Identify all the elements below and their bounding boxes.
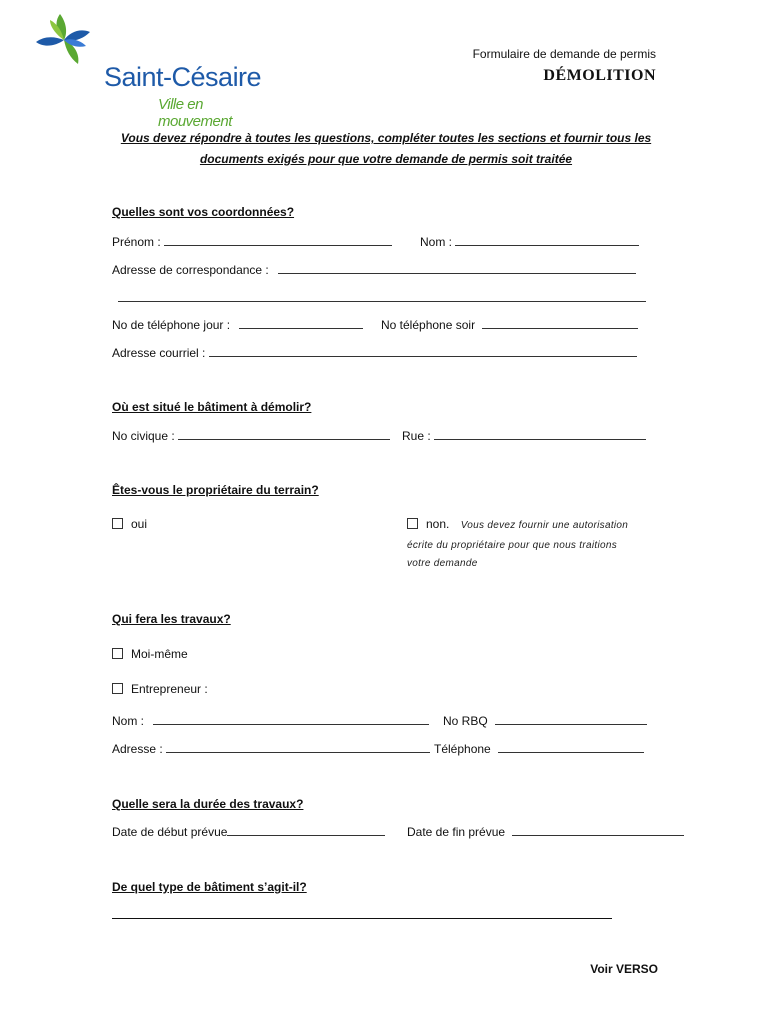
moi-meme-label: Moi-même (131, 647, 188, 661)
rue-row (402, 428, 646, 443)
pinwheel-logo-icon (30, 10, 100, 70)
entrepreneur-telephone-row (434, 741, 644, 756)
civique-field[interactable] (178, 428, 390, 440)
date-debut-row (112, 824, 385, 839)
prenom-label: Prénom : (112, 235, 161, 249)
entrepreneur-telephone-field[interactable] (498, 741, 644, 753)
entrepreneur-nom-label: Nom : (112, 714, 145, 728)
rbq-row (443, 713, 647, 728)
adresse-field-line-2[interactable] (118, 290, 646, 302)
logo (30, 10, 270, 130)
date-fin-row (407, 824, 684, 839)
section-heading-travaux: Qui fera les travaux? (112, 612, 231, 626)
entrepreneur-nom-field[interactable] (153, 713, 429, 725)
tel-soir-label: No téléphone soir (381, 318, 476, 332)
date-debut-label: Date de début prévue (112, 825, 228, 839)
adresse-field[interactable] (278, 262, 636, 274)
non-note-line-1: Vous devez fournir une autorisation (460, 520, 629, 531)
oui-label: oui (131, 517, 148, 531)
section-heading-coordonnees: Quelles sont vos coordonnées? (112, 205, 295, 219)
logo-name: Saint-Césaire (104, 62, 262, 92)
non-label: non. (426, 517, 450, 531)
non-checkbox[interactable] (407, 518, 418, 529)
non-note-line-2: écrite du propriétaire pour que nous traitions (407, 540, 618, 551)
entrepreneur-adresse-label: Adresse : (112, 742, 163, 756)
prenom-row (112, 234, 392, 249)
courriel-row (112, 345, 637, 360)
moi-meme-option[interactable] (112, 647, 188, 661)
nom-label: Nom : (420, 235, 453, 249)
civique-label: No civique : (112, 429, 175, 443)
courriel-field[interactable] (209, 345, 637, 357)
entrepreneur-nom-row (112, 713, 429, 728)
date-fin-label: Date de fin prévue (407, 825, 506, 839)
entrepreneur-checkbox[interactable] (112, 683, 123, 694)
nom-row (420, 234, 639, 249)
oui-option[interactable] (112, 517, 147, 531)
non-note-line-3: votre demande (407, 558, 478, 569)
entrepreneur-adresse-row (112, 741, 430, 756)
logo-tagline: Ville en mouvement (158, 96, 232, 130)
courriel-label: Adresse courriel : (112, 346, 206, 360)
nom-field[interactable] (455, 234, 639, 246)
entrepreneur-telephone-label: Téléphone (434, 742, 491, 756)
rbq-field[interactable] (495, 713, 647, 725)
tel-jour-label: No de téléphone jour : (112, 318, 231, 332)
intro-instructions: Vous devez répondre à toutes les questions, compléter toutes les sections et fournir tous les documents exigés pour que votre demande de permis soit traitée (120, 131, 652, 166)
entrepreneur-option[interactable] (112, 682, 208, 696)
civique-row (112, 428, 390, 443)
tel-soir-field[interactable] (482, 317, 638, 329)
date-fin-field[interactable] (512, 824, 684, 836)
tel-soir-row (381, 317, 638, 332)
section-heading-proprietaire: Êtes-vous le propriétaire du terrain? (112, 483, 319, 497)
rue-label: Rue : (402, 429, 431, 443)
moi-meme-checkbox[interactable] (112, 648, 123, 659)
entrepreneur-adresse-field[interactable] (166, 741, 430, 753)
adresse-row-2 (118, 290, 646, 305)
type-batiment-field[interactable] (112, 906, 612, 919)
oui-checkbox[interactable] (112, 518, 123, 529)
section-heading-duree: Quelle sera la durée des travaux? (112, 797, 304, 811)
tel-jour-field[interactable] (239, 317, 363, 329)
section-heading-batiment: Où est situé le bâtiment à démolir? (112, 400, 312, 414)
form-title: DÉMOLITION (543, 67, 656, 84)
adresse-row (112, 262, 636, 277)
entrepreneur-label: Entrepreneur : (131, 682, 208, 696)
prenom-field[interactable] (164, 234, 392, 246)
rbq-label: No RBQ (443, 714, 488, 728)
tel-jour-row (112, 317, 363, 332)
adresse-label: Adresse de correspondance : (112, 263, 269, 277)
rue-field[interactable] (434, 428, 646, 440)
date-debut-field[interactable] (227, 824, 385, 836)
form-subtitle: Formulaire de demande de permis (472, 47, 656, 61)
section-heading-type: De quel type de bâtiment s’agit-il? (112, 880, 307, 894)
non-option[interactable] (407, 517, 628, 531)
voir-verso: Voir VERSO (590, 962, 658, 976)
